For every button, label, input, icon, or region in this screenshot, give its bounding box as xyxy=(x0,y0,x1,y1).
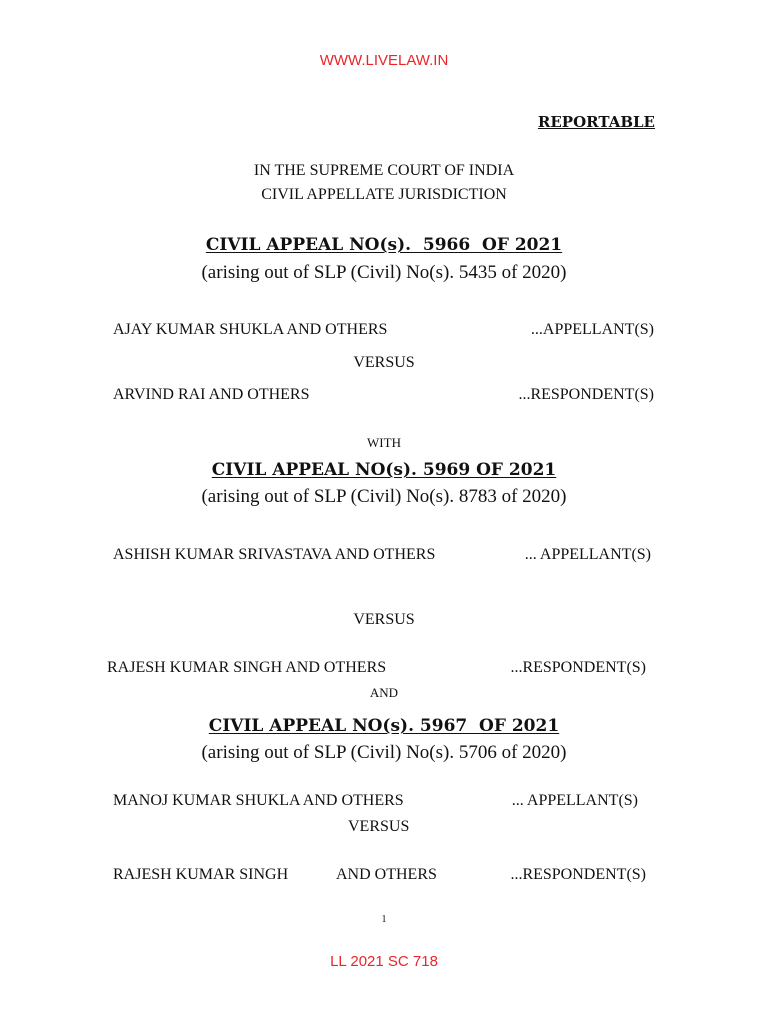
with-label: WITH xyxy=(367,435,401,450)
case2-arising: (arising out of SLP (Civil) No(s). 8783 of 2020) xyxy=(201,486,567,507)
case1-appellant-role: ...APPELLANT(S) xyxy=(530,321,654,338)
case2-respondent-role: ...RESPONDENT(S) xyxy=(510,659,646,676)
case1-appellant: AJAY KUMAR SHUKLA AND OTHERS xyxy=(113,321,388,338)
case2-appellant: ASHISH KUMAR SRIVASTAVA AND OTHERS xyxy=(113,546,436,563)
case2-appellant-role: ... APPELLANT(S) xyxy=(524,546,651,563)
case2-versus: VERSUS xyxy=(353,611,415,628)
case3-respondent: RAJESH KUMAR SINGH xyxy=(113,866,289,883)
case2-respondent: RAJESH KUMAR SINGH AND OTHERS xyxy=(107,659,387,676)
case3-respondent-role: ...RESPONDENT(S) xyxy=(510,866,646,883)
case1-respondent: ARVIND RAI AND OTHERS xyxy=(113,386,310,403)
case1-respondent-role: ...RESPONDENT(S) xyxy=(518,386,654,403)
case1-title: CIVIL APPEAL NO(s). 5966 OF 2021 xyxy=(205,235,563,255)
case3-respondent-suffix: AND OTHERS xyxy=(336,866,437,883)
case2-title: CIVIL APPEAL NO(s). 5969 OF 2021 xyxy=(211,460,557,480)
page-number: 1 xyxy=(381,914,387,925)
watermark-url: WWW.LIVELAW.IN xyxy=(319,52,449,69)
court-jurisdiction: CIVIL APPELLATE JURISDICTION xyxy=(261,186,507,203)
case3-arising: (arising out of SLP (Civil) No(s). 5706 of 2020) xyxy=(201,742,567,763)
reportable-label: REPORTABLE xyxy=(537,113,655,131)
case3-versus: VERSUS xyxy=(348,818,410,835)
case3-appellant: MANOJ KUMAR SHUKLA AND OTHERS xyxy=(113,792,404,809)
and-label: AND xyxy=(369,685,399,700)
case1-arising: (arising out of SLP (Civil) No(s). 5435 of 2020) xyxy=(201,262,567,283)
citation: LL 2021 SC 718 xyxy=(330,953,438,970)
court-name: IN THE SUPREME COURT OF INDIA xyxy=(253,162,515,179)
case3-title: CIVIL APPEAL NO(s). 5967 OF 2021 xyxy=(208,716,560,736)
case1-versus: VERSUS xyxy=(353,354,415,371)
case3-appellant-role: ... APPELLANT(S) xyxy=(511,792,638,809)
